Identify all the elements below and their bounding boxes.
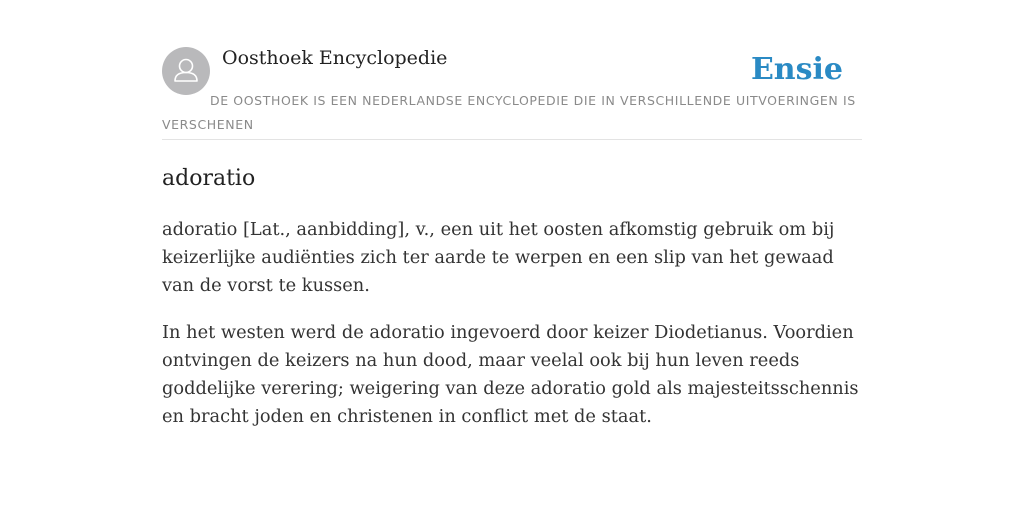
entry-paragraph: adoratio [Lat., aanbidding], v., een uit het oosten afkomstig gebruik om bij keizerlijke audiënties zich ter aarde te werpen en een slip van het gewaad van de vorst te kussen. <box>162 219 835 296</box>
main-content <box>162 0 862 431</box>
source-title[interactable]: Oosthoek Encyclopedie <box>222 47 448 69</box>
source-header <box>162 0 862 140</box>
entry-paragraph: In het westen werd de adoratio ingevoerd door keizer Diodetianus. Voordien ontvingen de keizers na hun dood, maar veelal ook bij hun leven reeds goddelijke verering; weigering van deze adoratio gold als majesteitsschennis en bracht joden en christenen in conflict met de staat. <box>162 322 859 427</box>
user-avatar-icon[interactable] <box>162 47 210 95</box>
entry-title: adoratio <box>162 166 256 191</box>
source-description: DE OOSTHOEK IS EEN NEDERLANDSE ENCYCLOPEDIE DIE IN VERSCHILLENDE UITVOERINGEN IS VERSCHENEN <box>162 93 856 132</box>
brand-logo[interactable]: Ensie <box>750 52 843 87</box>
